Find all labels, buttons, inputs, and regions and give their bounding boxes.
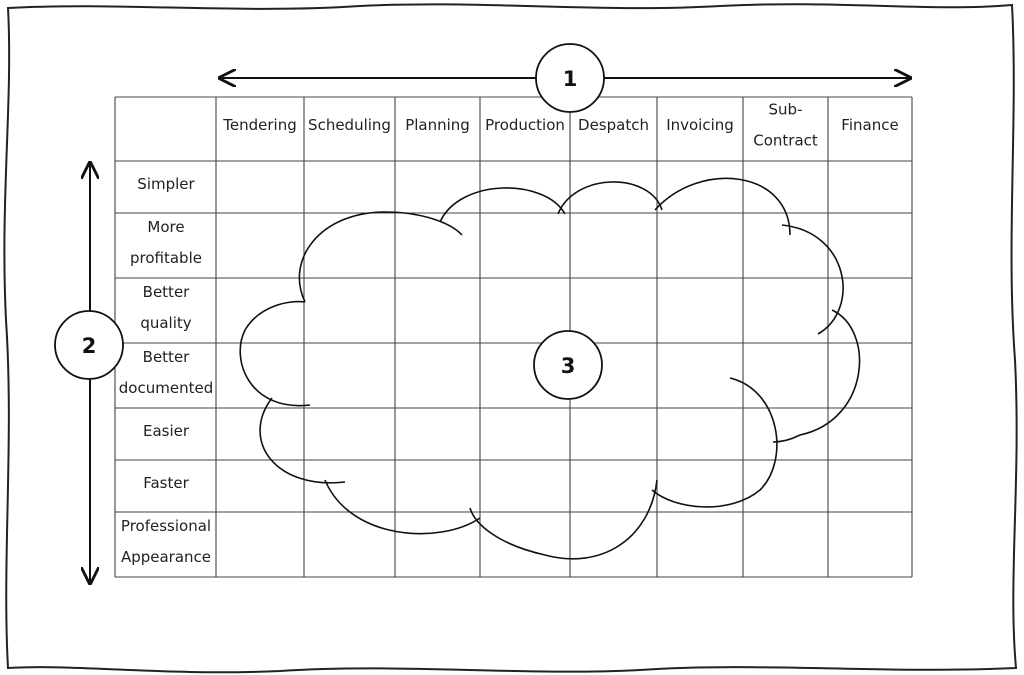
row-header-faster: Faster [143, 474, 189, 492]
column-header-finance: Finance [841, 116, 899, 134]
column-header-despatch: Despatch [578, 116, 649, 134]
row-header-easier: Easier [142, 422, 190, 440]
row-header-better-quality: Better quality [140, 283, 192, 332]
row-header-more-profitable: More profitable [130, 218, 202, 267]
svg-text:2: 2 [81, 334, 97, 358]
column-header-scheduling: Scheduling [308, 116, 391, 134]
row-header-better-documented: Better documented [118, 348, 214, 397]
marker-3 [534, 331, 602, 399]
column-header-invoicing: Invoicing [666, 116, 734, 134]
row-headers [119, 175, 213, 566]
svg-text:3: 3 [560, 354, 576, 378]
column-header-tendering: Tendering [223, 116, 297, 134]
row-header-professional-appearance: Professional Appearance [120, 517, 212, 566]
wavy-border [4, 4, 1016, 672]
column-header-planning: Planning [405, 116, 470, 134]
marker-1 [536, 44, 604, 112]
svg-text:1: 1 [562, 67, 578, 91]
column-header-sub-contract: Sub-Contract [753, 100, 818, 150]
column-header-production: Production [485, 116, 565, 134]
marker-2 [55, 311, 123, 379]
row-header-simpler: Simpler [137, 175, 195, 193]
table-grid [115, 97, 912, 577]
